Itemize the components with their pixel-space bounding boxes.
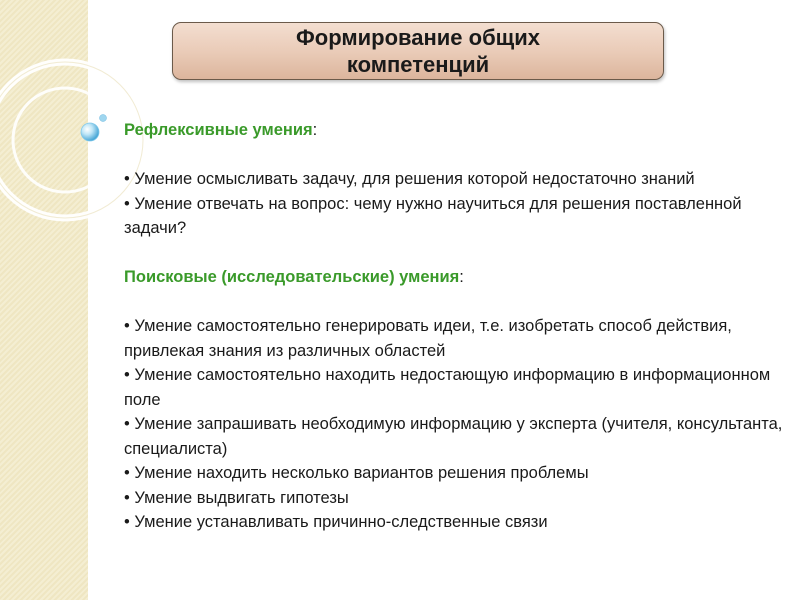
- list-item: • Умение выдвигать гипотезы: [124, 488, 349, 507]
- bubble-icon: [81, 123, 99, 141]
- search-heading-colon: :: [459, 268, 464, 286]
- list-item: • Умение самостоятельно генерировать идеи, т.е. изобретать способ действия, привлекая знания из различных областей: [124, 317, 732, 360]
- list-item: • Умение самостоятельно находить недостающую информацию в информационном поле: [124, 366, 771, 409]
- slide-content: [124, 118, 784, 535]
- reflexive-heading-line: [124, 118, 784, 143]
- spacer: [124, 241, 784, 266]
- reflexive-heading: Рефлексивные умения: [124, 121, 313, 139]
- spacer: [124, 290, 784, 315]
- reflexive-heading-colon: :: [312, 121, 318, 139]
- slide-title-box: [172, 22, 664, 80]
- list-item: • Умение находить несколько вариантов решения проблемы: [124, 464, 589, 482]
- list-item: • Умение осмысливать задачу, для решения которой недостаточно знаний: [124, 170, 695, 188]
- spacer: [124, 143, 784, 168]
- list-item: • Умение устанавливать причинно-следственные связи: [124, 513, 548, 531]
- list-item: • Умение запрашивать необходимую информацию у эксперта (учителя, консультанта, специалиста): [124, 415, 783, 458]
- search-heading: Поисковые (исследовательские) умения: [124, 268, 460, 286]
- list-item: • Умение отвечать на вопрос: чему нужно научиться для решения поставленной задачи?: [124, 194, 742, 237]
- search-heading-line: [124, 265, 784, 290]
- slide-title: Формирование общих компетенций: [295, 25, 541, 77]
